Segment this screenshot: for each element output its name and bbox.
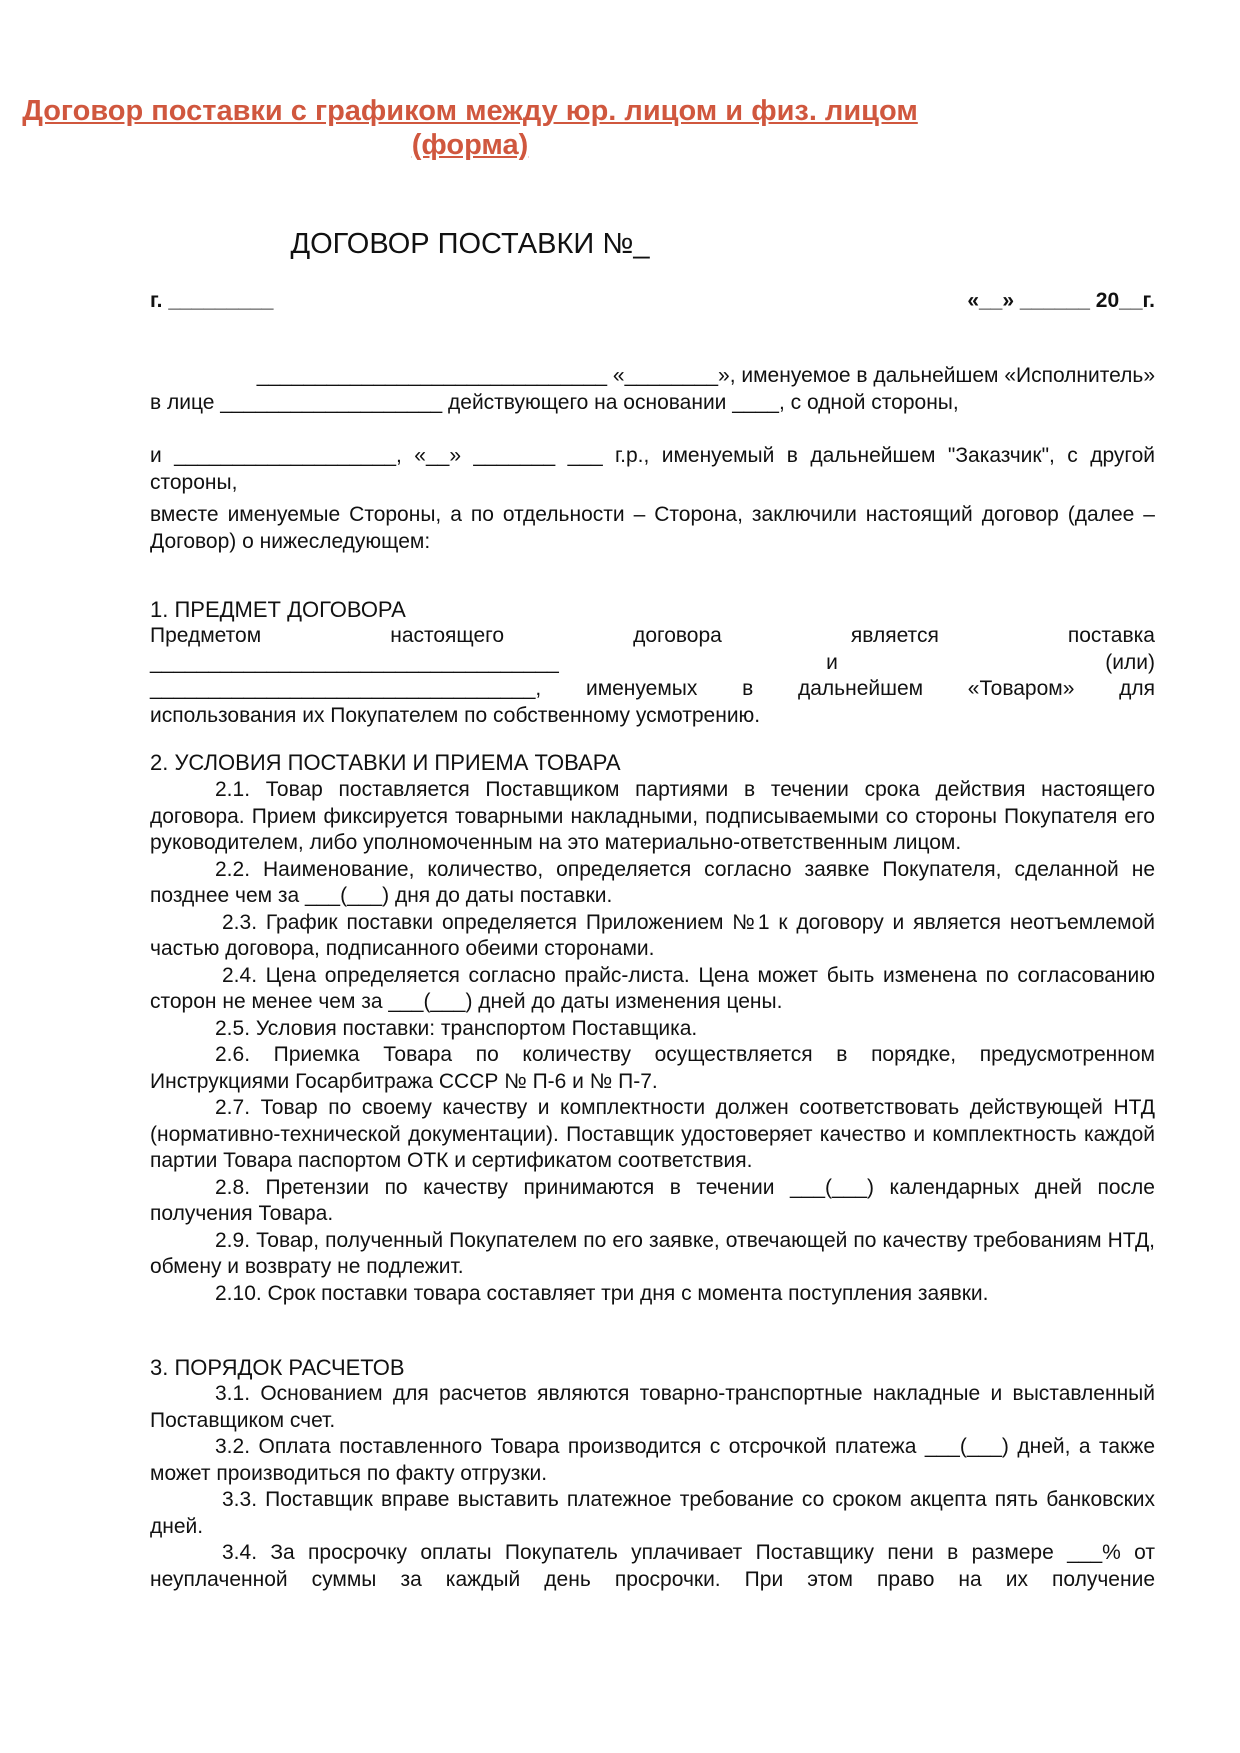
clause-2-8: 2.8. Претензии по качеству принимаются в течении ___(___) календарных дней после получения Товара. [150,1175,1155,1225]
date-field: «__» ______ 20__г. [967,289,1155,312]
contract-heading: ДОГОВОР ПОСТАВКИ №_ [290,228,650,260]
clause-2-7: 2.7. Товар по своему качеству и комплектности должен соответствовать действующей НТД (нормативно-технической документации). Поставщик удостоверяет качество и комплектность каждой партии Товара паспортом ОТК и сертификатом соответствия. [150,1096,1155,1172]
section-1-body [150,623,1155,729]
section-3-title: 3. ПОРЯДОК РАСЧЕТОВ [150,1355,405,1380]
party-executor-line2: в лице ___________________ действующего на основании ____, с одной стороны, [150,390,959,414]
party-executor-line1: ______________________________ «________», именуемое в дальнейшем «Исполнитель» [256,364,1155,387]
clause-3-2: 3.2. Оплата поставленного Товара производится с отсрочкой платежа ___(___) дней, а также может производиться по факту отгрузки. [150,1435,1155,1485]
clause-2-5: 2.5. Условия поставки: транспортом Поставщика. [215,1016,698,1040]
section-2-body [150,777,1155,1307]
word: и [826,650,838,674]
clause-3-1: 3.1. Основанием для расчетов являются товарно-транспортные накладные и выставленный Поставщиком счет. [150,1382,1155,1432]
clause-2-1: 2.1. Товар поставляется Поставщиком партиями в течении срока действия настоящего договора. Прием фиксируется товарными накладными, подписываемыми со стороны Покупателя его руководителем, либо уполномоченным на это материально-ответственным лицом. [150,778,1155,854]
clause-3-4: 3.4. За просрочку оплаты Покупатель уплачивает Поставщику пени в размере ___% от неуплаченной суммы за каждый день просрочки. При этом право на их получение [150,1541,1155,1591]
document-title-line2: (форма) [411,129,529,161]
section-3-body [150,1381,1155,1593]
clause-2-3: 2.3. График поставки определяется Приложением №1 к договору и является неотъемлемой частью договора, подписанного обеими сторонами. [150,910,1155,960]
section-1-title: 1. ПРЕДМЕТ ДОГОВОРА [150,597,406,622]
clause-2-10: 2.10. Срок поставки товара составляет три дня с момента поступления заявки. [215,1281,989,1305]
city-field: г. _________ [150,289,274,312]
section-1-line3: _________________________________, именуемых в дальнейшем «Товаром» для [150,677,1155,700]
party-customer: и ___________________, «__» _______ ___ г.р., именуемый в дальнейшем "Заказчик", с другой стороны, [150,444,1155,494]
word: является [850,624,939,647]
clause-2-4: 2.4. Цена определяется согласно прайс-листа. Цена может быть изменена по согласованию сторон не менее чем за ___(___) дней до даты изменения цены. [150,963,1155,1013]
section-1-line1 [150,623,1155,650]
section-1-line2 [150,650,1155,677]
party-executor [150,363,1155,416]
document-title-line1: Договор поставки с графиком между юр. лицом и физ. лицом [22,95,918,127]
parties-together: вместе именуемые Стороны, а по отдельности – Сторона, заключили настоящий договор (далее – Договор) о нижеследующем: [150,503,1155,553]
word: договора [633,624,722,647]
word: настоящего [390,624,505,647]
word: (или) [1105,650,1155,674]
word: Предметом [150,624,262,647]
section-2-title: 2. УСЛОВИЯ ПОСТАВКИ И ПРИЕМА ТОВАРА [150,750,621,775]
section-1-line4: использования их Покупателем по собственному усмотрению. [150,703,761,727]
blank: ___________________________________ [150,650,559,674]
word: поставка [1067,624,1155,647]
clause-2-6: 2.6. Приемка Товара по количеству осуществляется в порядке, предусмотренном Инструкциями Госарбитража СССР № П-6 и № П-7. [150,1043,1155,1093]
clause-3-3: 3.3. Поставщик вправе выставить платежное требование со сроком акцепта пять банковских дней. [150,1488,1155,1538]
clause-2-2: 2.2. Наименование, количество, определяется согласно заявке Покупателя, сделанной не позднее чем за ___(___) дня до даты поставки. [150,857,1155,907]
document-title [0,94,1090,162]
clause-2-9: 2.9. Товар, полученный Покупателем по его заявке, отвечающей по качеству требованиям НТД, обмену и возврату не подлежит. [150,1228,1155,1278]
